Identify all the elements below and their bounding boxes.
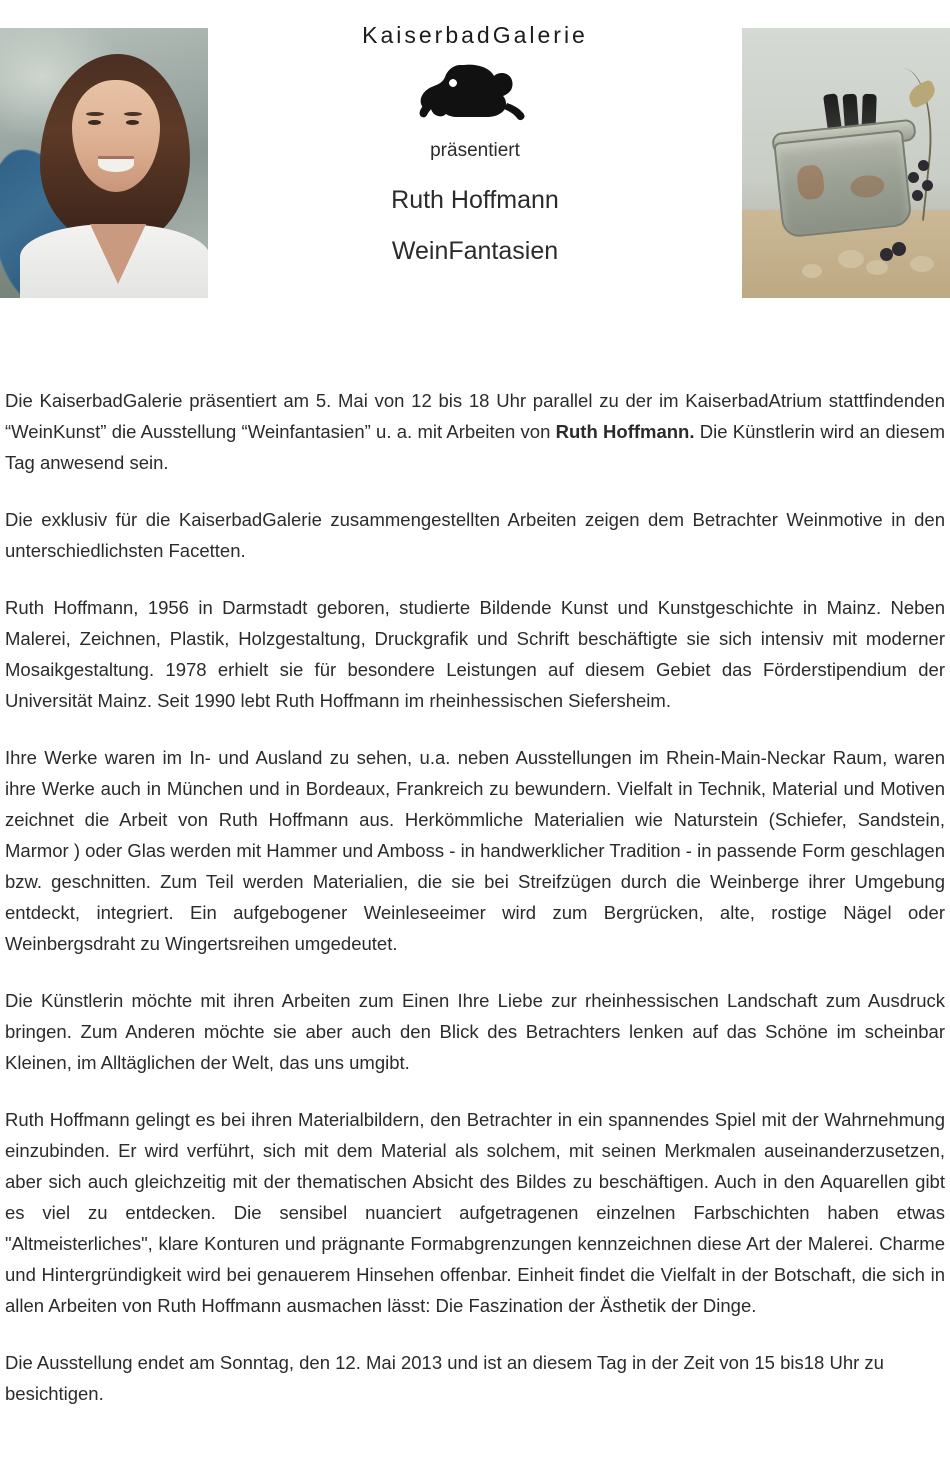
portrait-smile [98,156,134,172]
artwork-stone [838,250,864,268]
paragraph-p3 [5,592,945,716]
artwork-grape [918,160,929,171]
article-body [5,385,945,1435]
paragraph-text: Die KaiserbadGalerie präsentiert am 5. Mai von 12 bis 18 Uhr parallel zu der im KaiserbadAtrium stattfindenden “WeinKunst” die Ausstellung “Weinfantasien” u. a. mit Arbeiten von [5,390,945,442]
portrait-eye-left [88,120,101,125]
exhibition-title: WeinFantasien [391,237,559,265]
paragraph-p5 [5,985,945,1078]
artwork-stone [910,256,934,272]
paragraph-p1 [5,385,945,478]
artwork-photo [742,28,950,298]
artist-name: Ruth Hoffmann [391,186,559,214]
artwork-grape [892,242,906,256]
paragraph-text: Ruth Hoffmann, 1956 in Darmstadt geboren, studierte Bildende Kunst und Kunstgeschichte in Mainz. Neben Malerei, Zeichnen, Plastik, Holzgestaltung, Druckgrafik und Schrift beschäftigte sie sich intensiv mit moderner Mosaikgestaltung. 1978 erhielt sie für besondere Leistungen auf diesem Gebiet das Förderstipendium der Universität Mainz. Seit 1990 lebt Ruth Hoffmann im rheinhessischen Siefersheim. [5,597,945,711]
paragraph-p7 [5,1347,945,1409]
paragraph-p4 [5,742,945,959]
lion-silhouette-icon [415,59,535,121]
gallery-title: KaiserbadGalerie [362,22,588,48]
artwork-grape [880,248,893,261]
paragraph-text: Die Künstlerin möchte mit ihren Arbeiten zum Einen Ihre Liebe zur rheinhessischen Landschaft zum Ausdruck bringen. Zum Anderen möchte sie aber auch den Blick des Betrachters lenken auf das Schöne im scheinbar Kleinen, im Alltäglichen der Welt, das uns umgibt. [5,990,945,1073]
artwork-rust-patch [796,164,825,201]
portrait-eyebrow-left [86,112,104,116]
portrait-eye-right [126,120,139,125]
page-header [0,0,950,305]
artwork-grape [922,180,933,191]
artist-portrait-photo [0,28,208,298]
header-center-block [215,22,735,266]
paragraph-text: Die Künstlerin wird an diesem Tag anwesend sein. [5,421,946,473]
artwork-stone [802,264,822,278]
portrait-eyebrow-right [124,112,142,116]
artwork-grape [908,172,919,183]
paragraph-text: Ruth Hoffmann gelingt es bei ihren Materialbildern, den Betrachter in ein spannendes Spiel mit der Wahrnehmung einzubinden. Er wird verführt, sich mit dem Material als solchem, mit seinen Merkmalen auseinanderzusetzen, aber sich auch gleichzeitig mit der thematischen Absicht des Bildes zu beschäftigen. Auch in den Aquarellen gibt es viel zu entdecken. Die sensibel nuanciert aufgetragenen einzelnen Farbschichten haben etwas "Altmeisterliches", klare Konturen und prägnante Formabgrenzungen kennzeichnen diese Art der Malerei. Charme und Hintergründigkeit wird bei genauerem Hinsehen offenbar. Einheit findet die Vielfalt in der Botschaft, die sich in allen Arbeiten von Ruth Hoffmann ausmachen lässt: Die Faszination der Ästhetik der Dinge. [5,1109,945,1316]
presents-label: präsentiert [430,140,520,161]
paragraph-p2 [5,504,945,566]
artwork-stone [866,260,888,275]
emphasized-text: Ruth Hoffmann. [555,421,695,442]
paragraph-list [5,385,945,1409]
paragraph-text: Ihre Werke waren im In- und Ausland zu sehen, u.a. neben Ausstellungen im Rhein-Main-Neckar Raum, waren ihre Werke auch in München und in Bordeaux, Frankreich zu bewundern. Vielfalt in Technik, Material und Motiven zeichnet die Arbeit von Ruth Hoffmann aus. Herkömmliche Materialien wie Naturstein (Schiefer, Sandstein, Marmor ) oder Glas werden mit Hammer und Amboss - in handwerklicher Tradition - in passende Form geschlagen bzw. geschnitten. Zum Teil werden Materialien, die sie bei Streifzügen durch die Weinberge ihrer Umgebung entdeckt, integriert. Ein aufgebogener Weinleseeimer wird zum Bergrücken, alte, rostige Nägel oder Weinbergsdraht zu Wingertsreihen umgedeutet. [5,747,945,954]
paragraph-p6 [5,1104,945,1321]
paragraph-text: Die exklusiv für die KaiserbadGalerie zusammengestellten Arbeiten zeigen dem Betrachter Weinmotive in den unterschiedlichsten Facetten. [5,509,945,561]
paragraph-text: Die Ausstellung endet am Sonntag, den 12. Mai 2013 und ist an diesem Tag in der Zeit von 15 bis18 Uhr zu besichtigen. [5,1352,884,1404]
artwork-grape [912,190,923,201]
